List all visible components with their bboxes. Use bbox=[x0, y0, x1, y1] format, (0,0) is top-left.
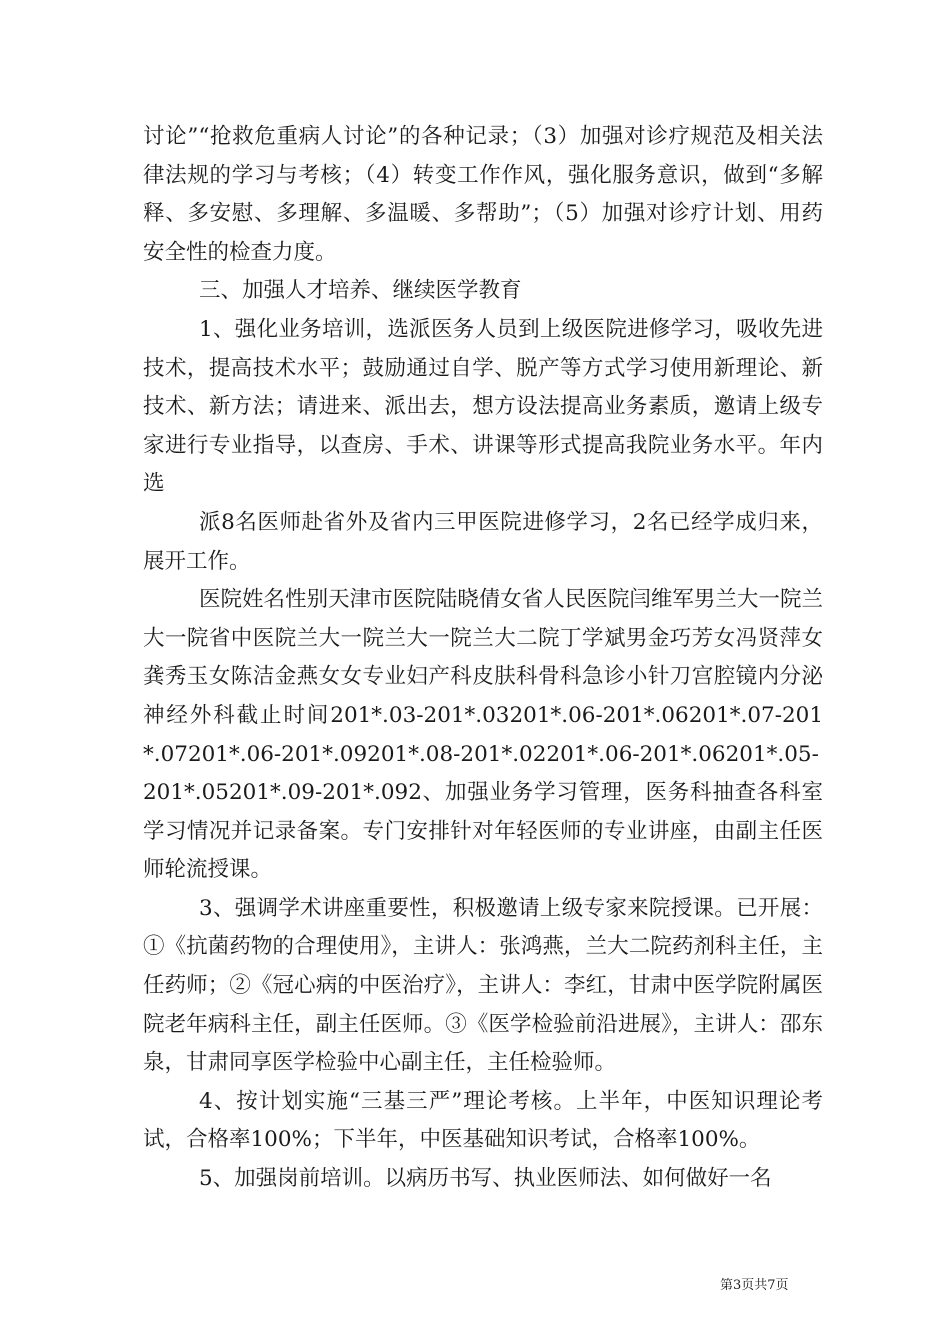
paragraph-academic-lectures: 3、强调学术讲座重要性，积极邀请上级专家来院授课。已开展：①《抗菌药物的合理使用》，主讲人：张鸿燕，兰大二院药剂科主任，主任药师；②《冠心病的中医治疗》，主讲人：李红，甘肃中医学院附属医院老年病科主任，副主任医师。③《医学检验前沿进展》，主讲人：邵东泉，甘肃同享医学检验中心副主任，主任检验师。 bbox=[143, 895, 823, 1076]
paragraph-hospital-list: 医院姓名性别天津市医院陆晓倩女省人民医院闫维军男兰大一院兰大一院省中医院兰大一院兰大一院兰大二院丁学斌男金巧芳女冯贤萍女龚秀玉女陈洁金燕女女专业妇产科皮肤科骨科急诊小针刀宫腔镜内分泌神经外科截止时间201*.03-201*.03201*.06-201*.06201*.07-201*.07201*.06-201*.09201*.08-201*.02201*.06-201*.06201*.05-201*.05201*.09-201*.092、加强业务学习管理，医务科抽查各科室学习情况并记录备案。专门安排针对年轻医师的专业讲座，由副主任医师轮流授课。 bbox=[143, 587, 823, 883]
paragraph-pre-job-training: 5、加强岗前培训。以病历书写、执业医师法、如何做好一名 bbox=[199, 1166, 772, 1192]
paragraph-records: 讨论”“抢救危重病人讨论”的各种记录；（3）加强对诊疗规范及相关法律法规的学习与考核；（4）转变工作作风，强化服务意识，做到“多解释、多安慰、多理解、多温暖、多帮助”；（5）加强对诊疗计划、用药安全性的检查力度。 bbox=[143, 124, 823, 265]
section-heading-talent-training: 三、加强人才培养、继续医学教育 bbox=[199, 278, 522, 304]
paragraph-business-training: 1、强化业务培训，选派医务人员到上级医院进修学习，吸收先进技术，提高技术水平；鼓励通过自学、脱产等方式学习使用新理论、新技术、新方法；请进来、派出去，想方设法提高业务素质，邀请上级专家进行专业指导，以查房、手术、讲课等形式提高我院业务水平。年内选 bbox=[143, 316, 823, 497]
document-body bbox=[143, 118, 823, 1199]
paragraph-physicians-sent: 派8名医师赴省外及省内三甲医院进修学习，2名已经学成归来，展开工作。 bbox=[143, 509, 823, 574]
paragraph-three-basics-exam: 4、按计划实施“三基三严”理论考核。上半年，中医知识理论考试，合格率100%；下半年，中医基础知识考试，合格率100%。 bbox=[143, 1088, 823, 1153]
page-number: 第3页共7页 bbox=[720, 1278, 789, 1293]
